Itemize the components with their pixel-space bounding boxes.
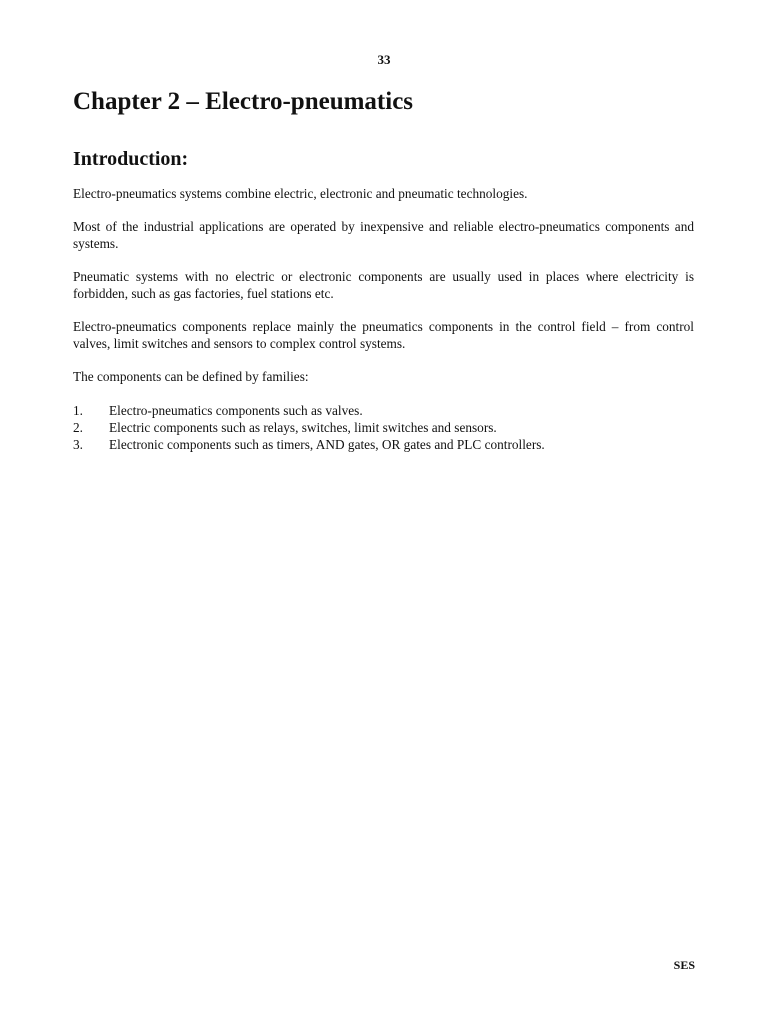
chapter-title: Chapter 2 – Electro-pneumatics (73, 88, 414, 115)
list-item-text: Electro-pneumatics components such as valves. (109, 403, 363, 418)
list-item (73, 419, 694, 436)
component-families-list (73, 402, 694, 453)
paragraph-applications: Most of the industrial applications are operated by inexpensive and reliable electro-pneumatics components and systems. (73, 219, 694, 251)
paragraph-families: The components can be defined by families: (73, 369, 309, 384)
page-content (73, 86, 694, 453)
list-item-text: Electric components such as relays, switches, limit switches and sensors. (109, 420, 497, 435)
section-heading: Introduction: (73, 148, 189, 170)
list-item-number: 3. (73, 437, 83, 452)
list-item (73, 436, 694, 453)
list-item-number: 2. (73, 420, 83, 435)
footer-mark: SES (673, 958, 695, 972)
paragraph-replacement: Electro-pneumatics components replace mainly the pneumatics components in the control field – from control valves, limit switches and sensors to complex control systems. (73, 319, 694, 351)
list-item-number: 1. (73, 403, 83, 418)
paragraph-pneumatic-systems: Pneumatic systems with no electric or electronic components are usually used in places where electricity is forbidden, such as gas factories, fuel stations etc. (73, 269, 694, 301)
paragraph-intro: Electro-pneumatics systems combine electric, electronic and pneumatic technologies. (73, 186, 528, 201)
page-number: 33 (377, 52, 391, 67)
list-item-text: Electronic components such as timers, AND gates, OR gates and PLC controllers. (109, 437, 545, 452)
list-item (73, 402, 694, 419)
